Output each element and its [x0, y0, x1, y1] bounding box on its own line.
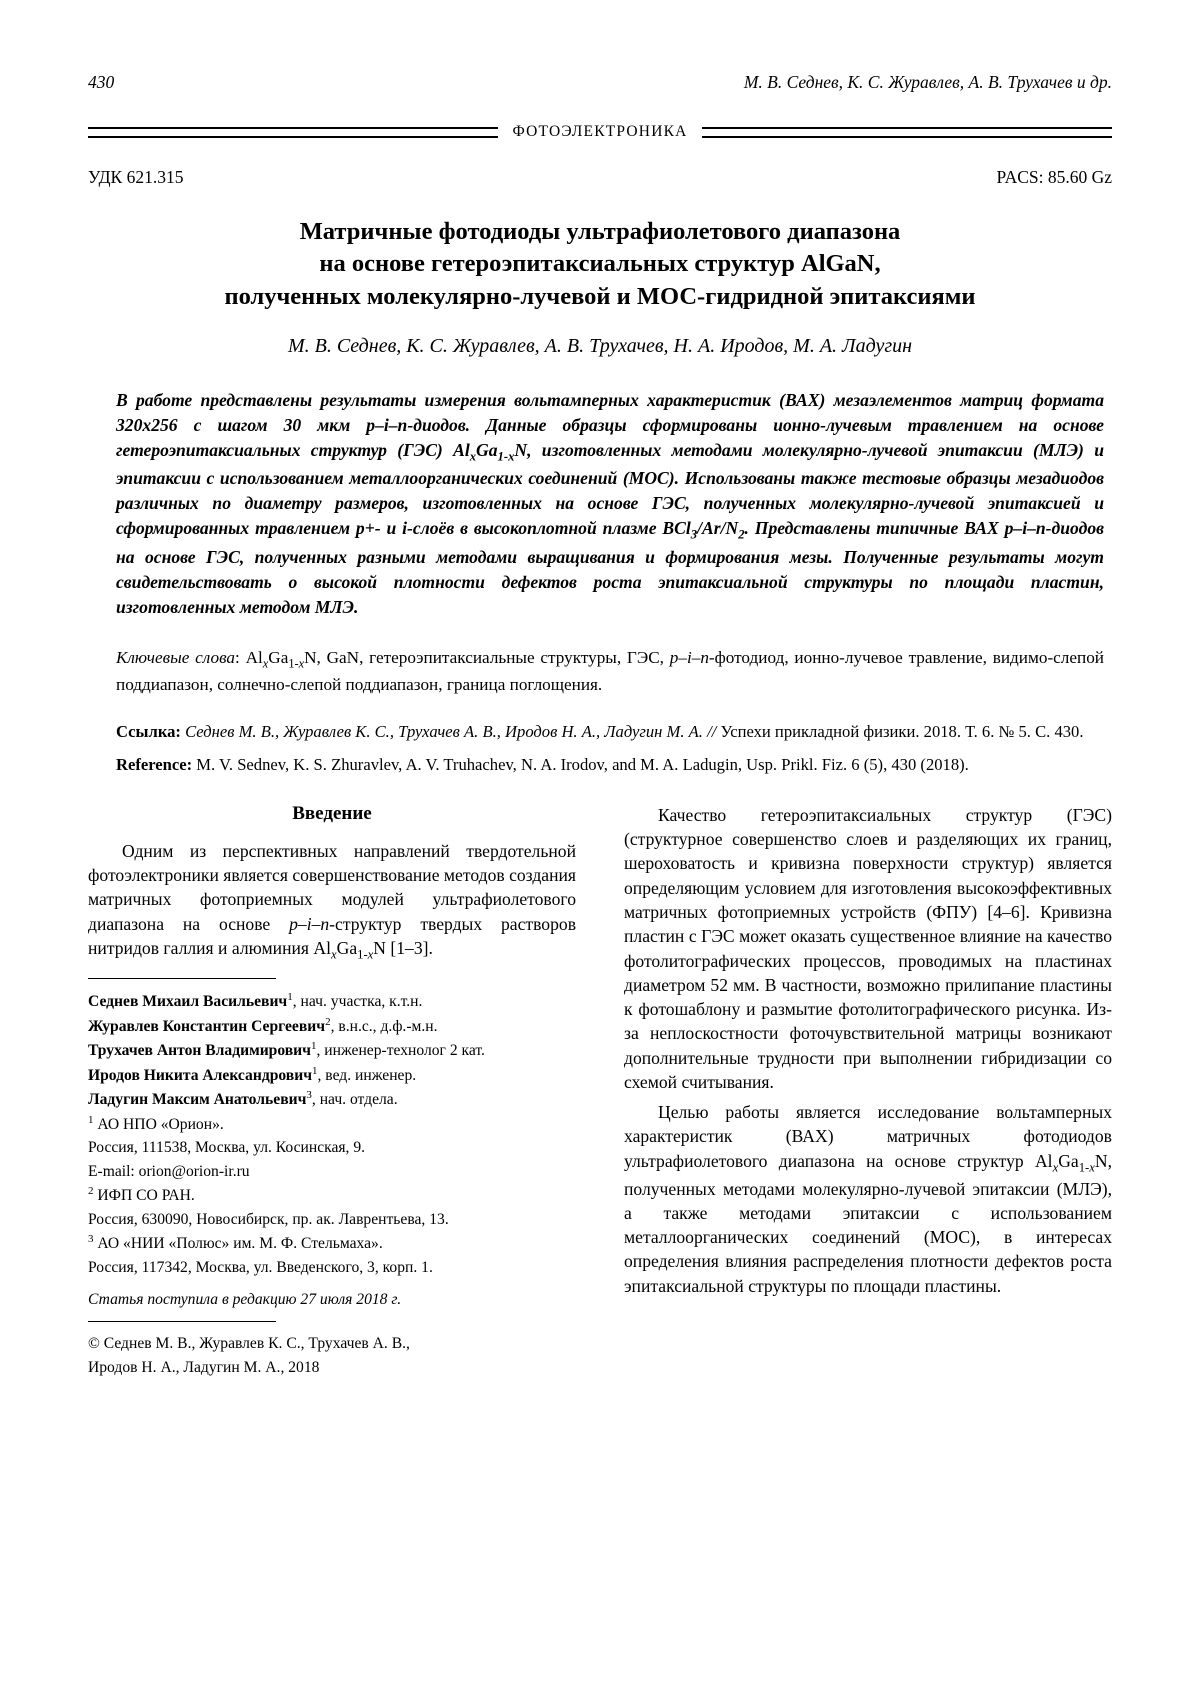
page-title — [118, 216, 1082, 313]
received-date: Статья поступила в редакцию 27 июля 2018 г. — [88, 1291, 402, 1309]
keywords-label: Ключевые слова — [116, 647, 236, 667]
running-head-authors: М. В. Седнев, К. С. Журавлев, А. В. Трухачев и др. — [743, 72, 1112, 92]
citation-ru-authors: Седнев М. В., Журавлев К. С., Трухачев А. В., Иродов Н. А., Ладугин М. А. // — [185, 721, 717, 741]
footnote-affiliation: Россия, 111538, Москва, ул. Косинская, 9. — [88, 1139, 366, 1157]
citation-ru — [116, 720, 1104, 744]
left-paragraph-1: Одним из перспективных направлений твердотельной фотоэлектроники является совершенствование методов создания матричных фотоприемных модулей ультрафиолетового диапазона на основе p–i–n-структур твердых растворов нитридов галлия и алюминия $Al_xGa_{1-x}N$ [1–3]. — [88, 840, 576, 962]
footnote-affiliation: $^1$ АО НПО «Орион». — [88, 1113, 224, 1134]
right-paragraph-1: Качество гетероэпитаксиальных структур (ГЭС) (структурное совершенство слоев и разделяющих их границ, шероховатость и кривизна поверхности структур) является определяющим условием для изготовления высокоэффективных матричных фотоприемных устройств (ФПУ) [4–6]. Кривизна пластин с ГЭС может оказать существенное влияние на качество фотолитографических процессов, проводимых на пластинах диаметром 52 мм. В частности, возможно прилипание пластины к фотошаблону и размытие фотолитографического рисунка. Из-за неплоскостности фоточувствительной матрицы возникают дополнительные трудности при выполнении гибридизации со схемой считывания. — [624, 804, 1112, 1092]
pacs-code: PACS: 85.60 Gz — [996, 167, 1112, 187]
citation-en-text: M. V. Sednev, K. S. Zhuravlev, A. V. Truhachev, N. A. Irodov, and M. A. Ladugin, Usp. Prikl. Fiz. 6 (5), 430 (2018). — [192, 755, 969, 775]
copyright-line-1: © Седнев М. В., Журавлев К. С., Трухачев А. В., — [88, 1335, 410, 1353]
footnote-divider — [88, 978, 276, 979]
footnote-affiliation: Россия, 117342, Москва, ул. Введенского, 3, корп. 1. — [88, 1258, 433, 1276]
page-number: 430 — [88, 72, 115, 92]
citation-ru-label: Ссылка: — [116, 721, 181, 741]
footnote-affiliation: $^3$ АО «НИИ «Полюс» им. М. Ф. Стельмаха». — [88, 1233, 383, 1253]
rule-right — [702, 127, 1112, 138]
abstract-text: В работе представлены результаты измерения вольтамперных характеристик (ВАХ) мезаэлементов матриц формата 320х256 с шагом 30 мкм p–i–n-диодов. Данные образцы сформированы ионно-лучевым травлением на основе гетероэпитаксиальных структур (ГЭС) $Al_xGa_{1-x}N$, изготовленных методами молекулярно-лучевой эпитаксии (МЛЭ) и эпитаксии с использованием металлоорганических соединений (МОС). Использованы также тестовые образцы мезадиодов различных по диаметру размеров, изготовленных на основе ГЭС, полученных молекулярно-лучевой эпитаксией и сформированных травлением p+- и i-слоёв в высокоплотной плазме $BCl_3/Ar/N_2$. Представлены типичные ВАХ p–i–n-диодов на основе ГЭС, полученных разными методами выращивания и формирования мезы. Полученные результаты могут свидетельствовать о высокой плотности дефектов роста эпитаксиальной структуры по площади пластин, изготовленных методом МЛЭ. — [116, 389, 1104, 617]
left-column — [88, 803, 576, 1379]
citation-en-label: Reference: — [116, 755, 193, 775]
footnote-authors — [88, 989, 576, 1112]
footnote-author: Ладугин Максим Анатольевич$^3$, нач. отдела. — [88, 1089, 398, 1109]
title-line-2: на основе гетероэпитаксиальных структур AlGaN, — [319, 250, 881, 278]
title-line-3: полученных молекулярно-лучевой и МОС-гидридной эпитаксиями — [224, 282, 976, 310]
citation-ru-source: Успехи прикладной физики. 2018. Т. 6. № 5. С. 430. — [716, 721, 1084, 741]
footnote-affiliation: Россия, 630090, Новосибирск, пр. ак. Лаврентьева, 13. — [88, 1210, 449, 1228]
section-rule — [88, 123, 1112, 141]
right-paragraph-2: Целью работы является исследование вольтамперных характеристик (ВАХ) матричных фотодиодов ультрафиолетового диапазона на основе структур $Al_xGa_{1-x}N$, полученных методами молекулярно-лучевой эпитаксии (МЛЭ), а также методами эпитаксии с использованием металлоорганических соединений (МОС), в интересах определения влияния распределения плотности дефектов роста эпитаксиальной структуры по площади пластины. — [624, 1102, 1112, 1296]
author-byline: М. В. Седнев, К. С. Журавлев, А. В. Трухачев, Н. А. Иродов, М. А. Ладугин — [287, 334, 913, 357]
udk-code: УДК 621.315 — [88, 167, 184, 187]
citation-en — [116, 753, 1104, 777]
footnote-author: Трухачев Антон Владимирович$^1$, инженер-технолог 2 кат. — [88, 1040, 485, 1060]
footnote-author: Седнев Михаил Васильевич$^1$, нач. участка, к.т.н. — [88, 990, 423, 1011]
section-label: ФОТОЭЛЕКТРОНИКА — [512, 123, 688, 140]
right-column — [624, 803, 1112, 1379]
copyright-line-2: Иродов Н. А., Ладугин М. А., 2018 — [88, 1358, 320, 1376]
page-content — [88, 72, 1112, 1379]
footnote-author: Журавлев Константин Сергеевич$^2$, в.н.с., д.ф.-м.н. — [88, 1015, 438, 1035]
title-line-1: Матричные фотодиоды ультрафиолетового диапазона — [299, 218, 901, 245]
intro-heading: Введение — [292, 802, 372, 824]
footnote-affiliation: $^2$ ИФП СО РАН. — [88, 1185, 195, 1205]
rule-left — [88, 127, 498, 138]
keywords-block: Ключевые слова: $Al_xGa_{1-x}N$, GaN, гетероэпитаксиальные структуры, ГЭС, p–i–n-фотодиод, ионно-лучевое травление, видимо-слепой поддиапазон, солнечно-слепой поддиапазон, граница поглощения. — [116, 647, 1104, 695]
footnote-affiliation: E-mail: orion@orion-ir.ru — [88, 1162, 250, 1180]
copyright-divider — [88, 1321, 276, 1322]
footnote-affiliations — [88, 1112, 576, 1279]
body-columns — [88, 803, 1112, 1379]
classification-codes — [88, 167, 1112, 188]
footnote-author: Иродов Никита Александрович$^1$, вед. инженер. — [88, 1064, 417, 1084]
running-head — [88, 72, 1112, 93]
